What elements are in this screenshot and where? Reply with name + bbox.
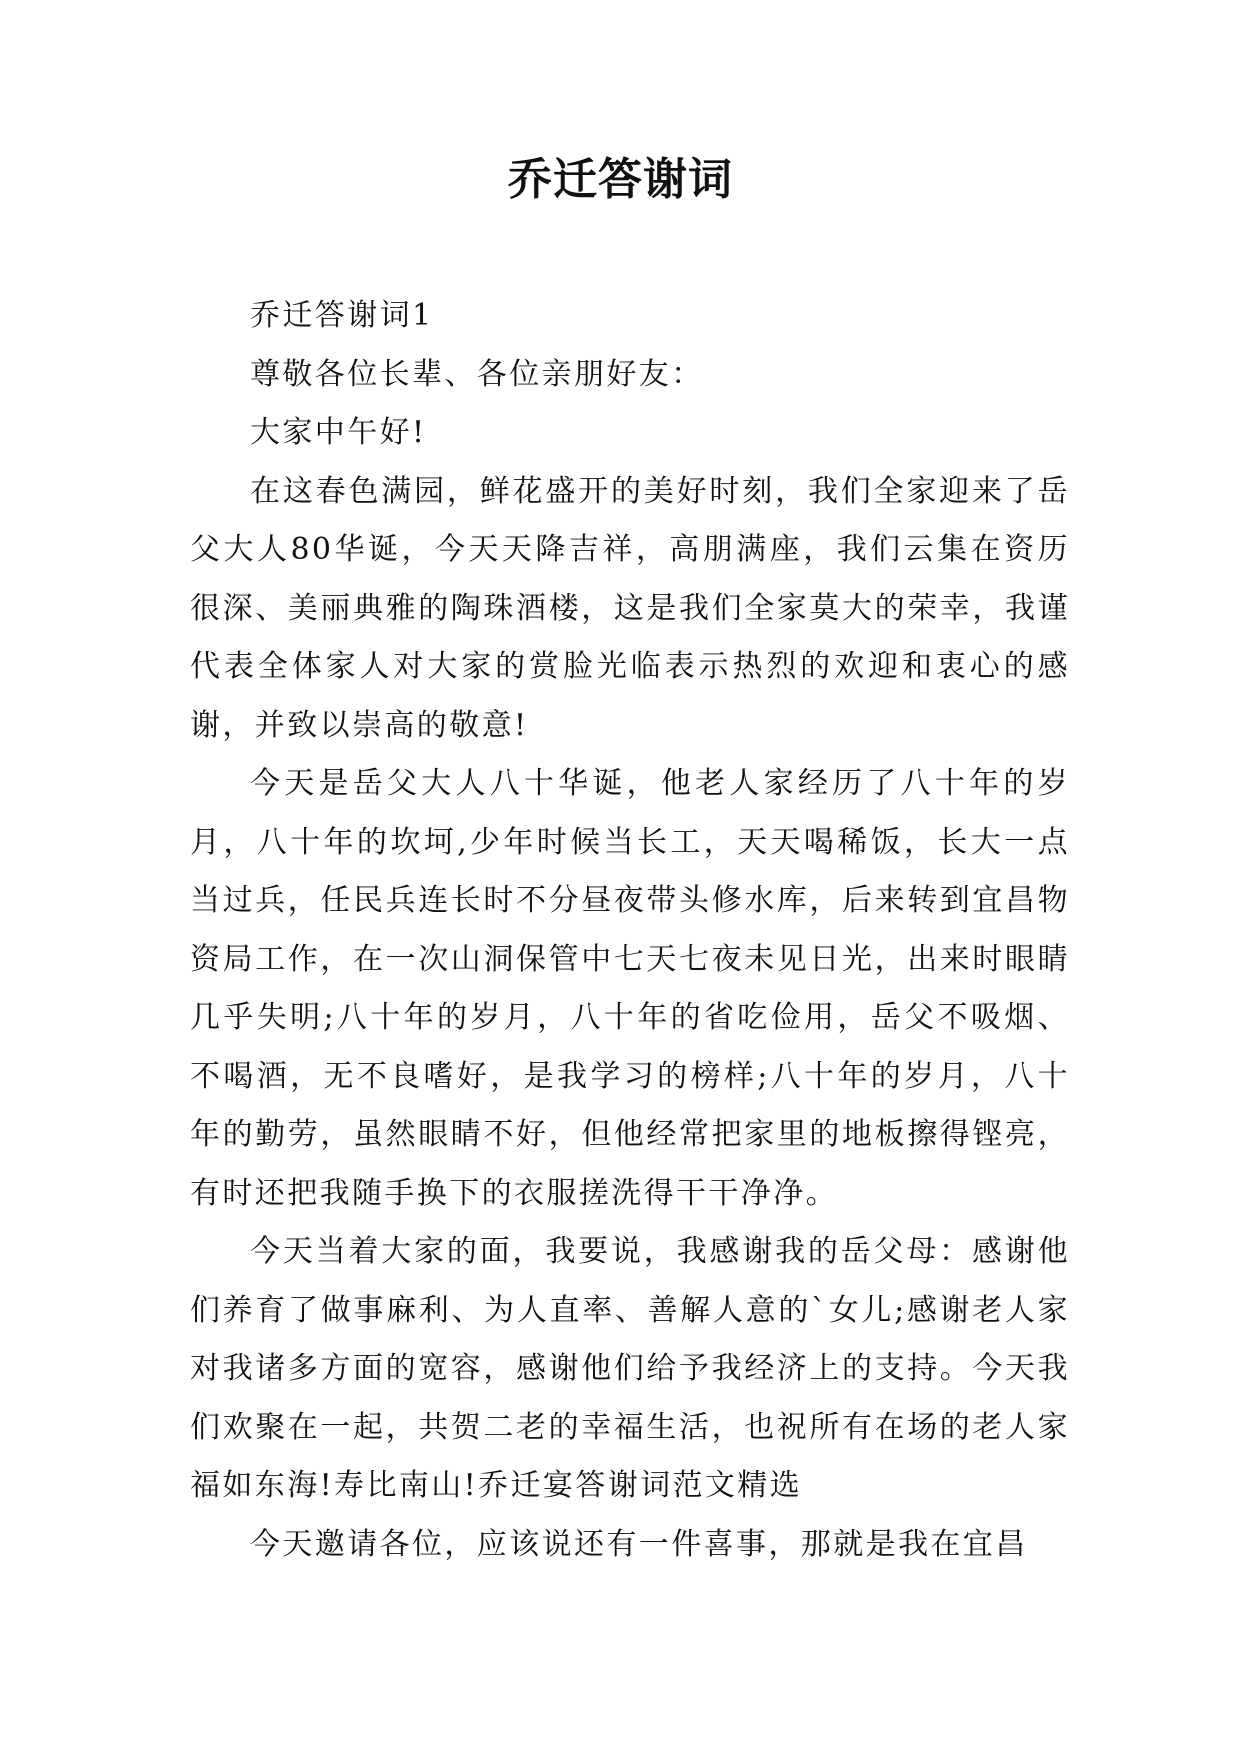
paragraph-invitation: 今天邀请各位，应该说还有一件喜事，那就是我在宜昌: [250, 1526, 1028, 1562]
paragraph-welcome: 在这春色满园，鲜花盛开的美好时刻，我们全家迎来了岳父大人80华诞，今天天降吉祥，高朋满座，我们云集在资历很深、美丽典雅的陶珠酒楼，这是我们全家莫大的荣幸，我谨代表全体家人对大家的赏脸光临表示热烈的欢迎和衷心的感谢，并致以崇高的敬意!: [190, 473, 1070, 743]
paragraph-heading: 乔迁答谢词1: [250, 298, 434, 333]
paragraph-greeting: 大家中午好!: [250, 415, 427, 450]
paragraph-salutation: 尊敬各位长辈、各位亲朋好友：: [250, 356, 704, 392]
document-title: 乔迁答谢词: [508, 154, 733, 205]
paragraph-thanks: 今天当着大家的面，我要说，我感谢我的岳父母：感谢他们养育了做事麻利、为人直率、善解人意的`女儿;感谢老人家对我诸多方面的宽容，感谢他们给予我经济上的支持。今天我们欢聚在一起，共贺二老的幸福生活，也祝所有在场的老人家福如东海!寿比南山!乔迁宴答谢词范文精选: [190, 1234, 1070, 1503]
document-body: [190, 287, 1070, 1574]
paragraph-life-story: 今天是岳父大人八十华诞，他老人家经历了八十年的岁月，八十年的坎坷,少年时候当长工，天天喝稀饭，长大一点当过兵，任民兵连长时不分昼夜带头修水库，后来转到宜昌物资局工作，在一次山洞保管中七天七夜未见日光，出来时眼睛几乎失明;八十年的岁月，八十年的省吃俭用，岳父不吸烟、不喝酒，无不良嗜好，是我学习的榜样;八十年的岁月，八十年的勤劳，虽然眼睛不好，但他经常把家里的地板擦得铿亮，有时还把我随手换下的衣服搓洗得干干净净。: [190, 766, 1070, 1211]
